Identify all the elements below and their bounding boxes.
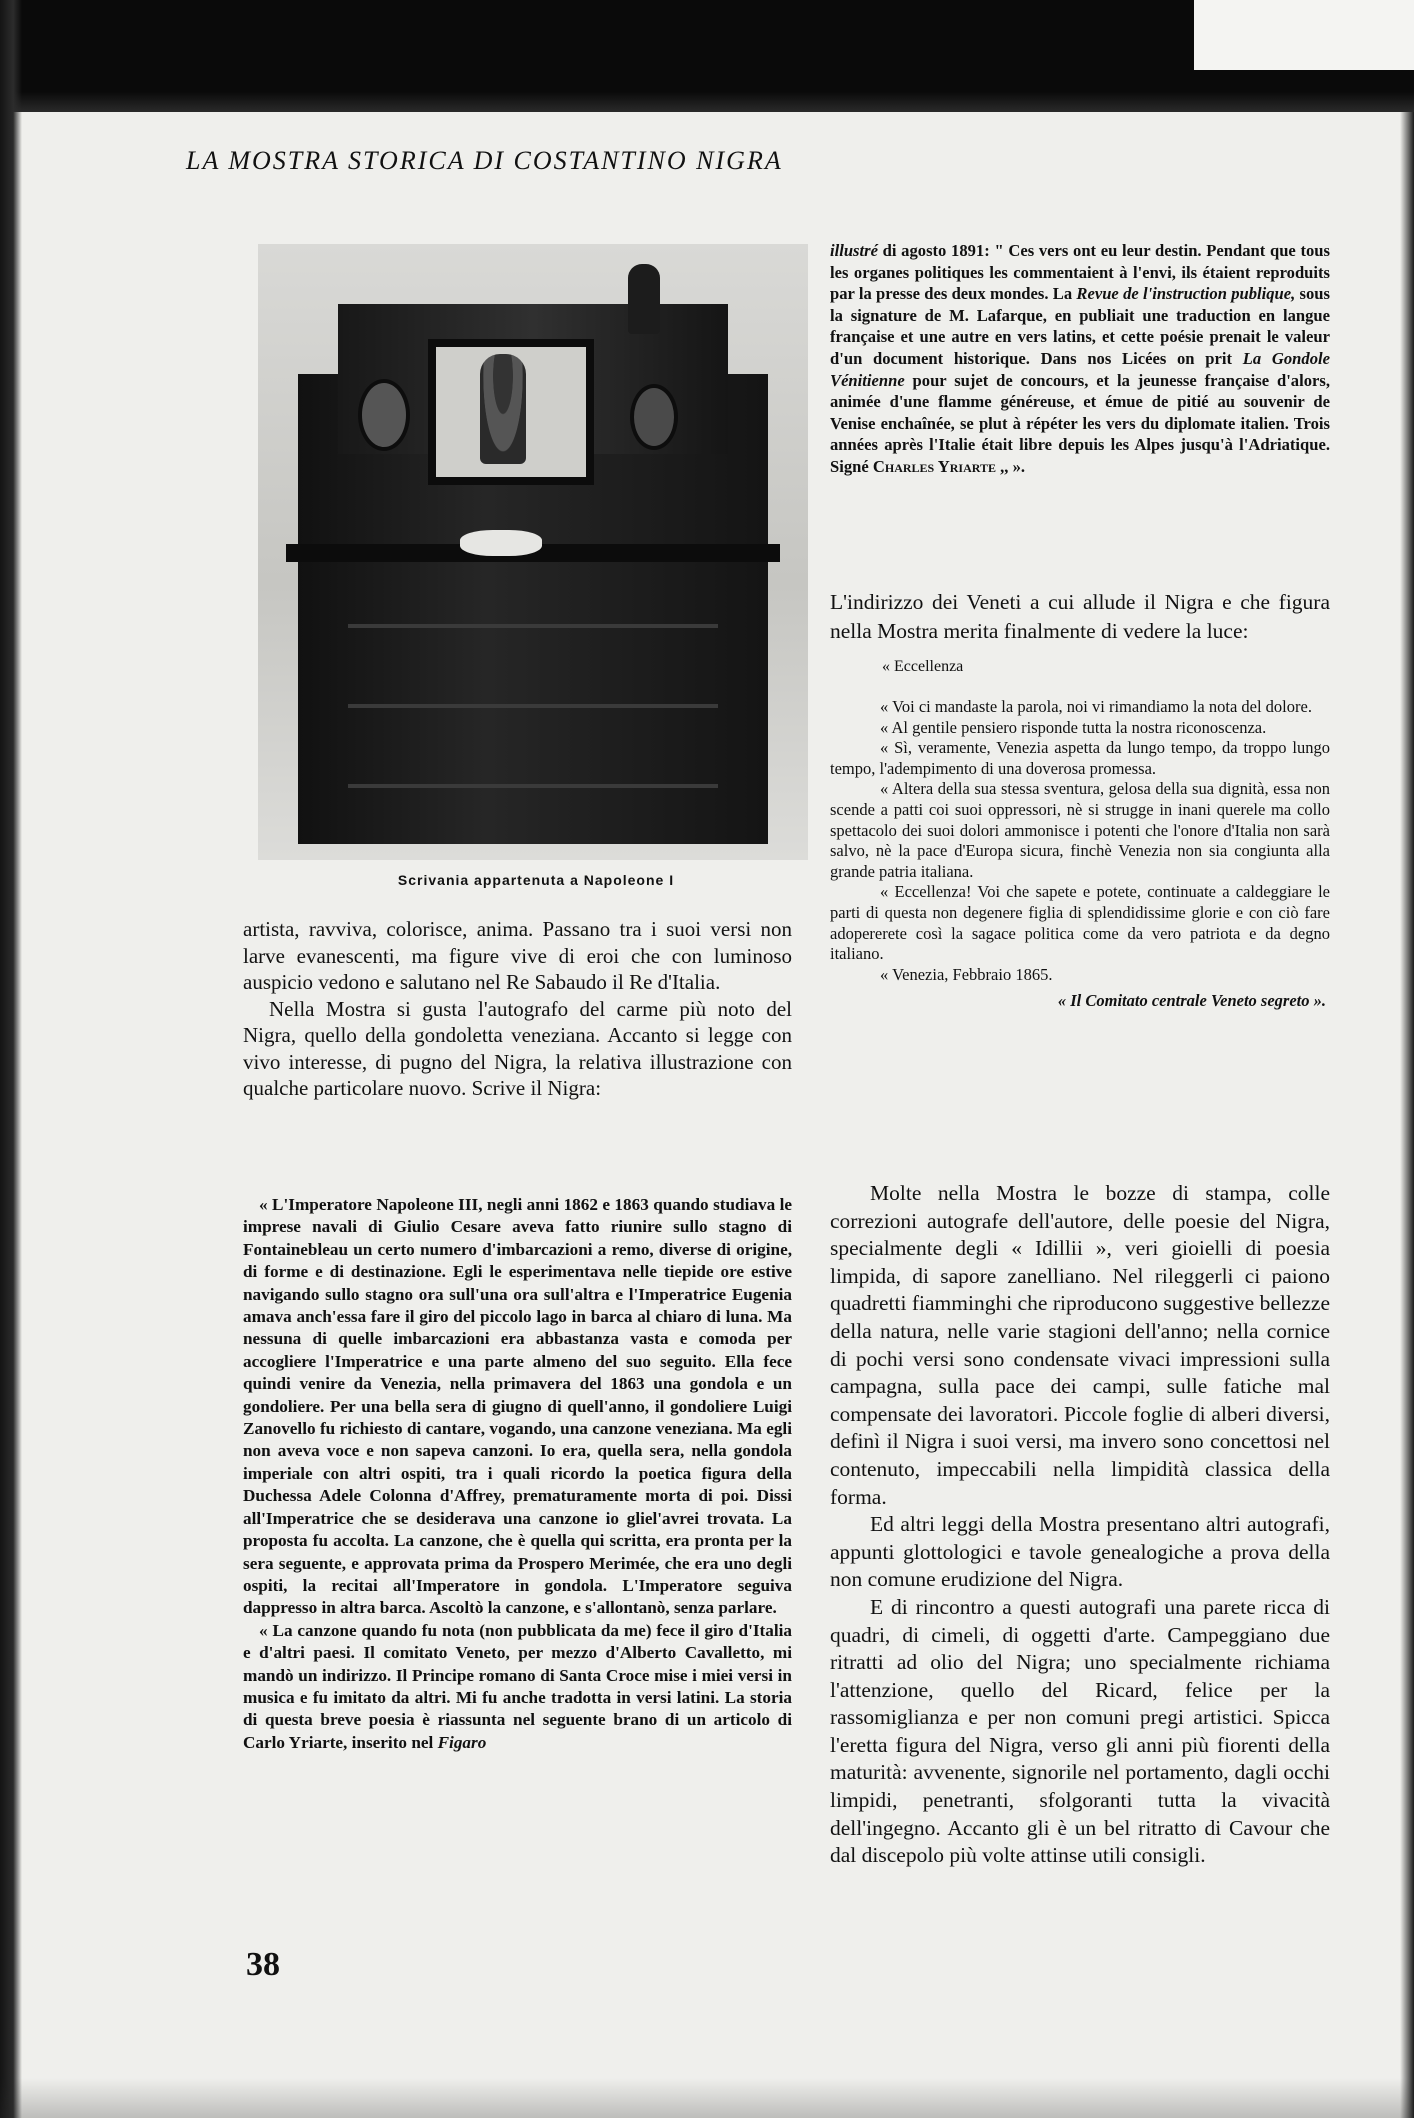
- body-paragraph: Molte nella Mostra le bozze di stampa, colle correzioni autografe dell'autore, delle poesie del Nigra, specialmente degli « Idillii », veri gioielli di poesia limpida, di sapore zanelliano. Nel rileggerli ci paiono quadretti fiamminghi che riproducono suggestive bellezze della natura, nelle varie stagioni dell'anno; nella cornice di pochi versi sono condensate vivaci impressioni sulla campagna, sulla pace dei campi, sulle fatiche mal compensate dei lavoratori. Piccole foglie di alberi diversi, definì il Nigra i suoi versi, ma invero sono concettosi nel contenuto, impeccabili nella limpidità classica della forma.: [830, 1181, 1330, 1509]
- address-paragraph: « Eccellenza! Voi che sapete e potete, continuate a caldeggiare le parti di questa non degenere figlia di splendidissime glorie e con ciò fare adopererete così la sagace politica come da vero patriota e da degno italiano.: [830, 882, 1330, 964]
- intro-paragraph: L'indirizzo dei Veneti a cui allude il Nigra e che figura nella Mostra merita finalmente di vedere la luce:: [830, 590, 1330, 643]
- french-lead: di agosto 1891: " Ces vers ont eu leur destin. Pendant que tous les organes politiques les commentaient à l'envi, ils étaient reproduits par la presse des deux mondes. La: [830, 241, 1330, 304]
- scan-bottom-shadow: [0, 2078, 1414, 2118]
- gondole-title: La Gondole Vénitienne: [830, 348, 1330, 390]
- photo-caption: Scrivania appartenuta a Napoleone I: [397, 872, 675, 888]
- scan-right-border: [1400, 112, 1414, 2118]
- address-paragraph: « Voi ci mandaste la parola, noi vi rimandiamo la nota del dolore.: [880, 697, 1312, 716]
- scan-notch: [1194, 0, 1414, 70]
- french-mid: sous la signature de M. Lafarque, en publiait une traduction en langue française et une autre en vers latins, et cette poésie prenait le valeur d'un document historique. Dans nos Licées on prit: [830, 284, 1330, 368]
- french-paragraph: [830, 240, 1330, 478]
- left-column-body: [243, 916, 792, 1102]
- french-rest: pour sujet de concours, et la jeunesse française d'alors, animée d'une flamme généreuse, et émue de pitié au souvenir de Venise enchaînée, se plut à répéter les vers du diplomate italien. Trois années après l'Italie était libre depuis les Alpes jusqu'à l'Adriatique. Signé: [830, 370, 1330, 476]
- yriarte-signature: Charles Yriarte: [872, 456, 996, 476]
- drawer-line: [348, 784, 718, 788]
- quote-paragraph: « L'Imperatore Napoleone III, negli anni 1862 e 1863 quando studiava le imprese navali di Giulio Cesare aveva fatto riunire sullo stagno di Fontainebleau un certo numero d'imbarcazioni a remo, diverse di origine, di forme e di destinazione. Egli le esperimentava nelle tiepide ore estive navigando sullo stagno ora sull'una ora sull'altra e l'Imperatrice Eugenia amava anch'essa fare il giro del piccolo lago in barca al chiaro di luna. Ma nessuna di quelle imbarcazioni era abbastanza vasta e comoda per accogliere l'Imperatrice e una parte almeno del suo seguito. Ella fece quindi venire da Venezia, nella primavera del 1863 una gondola e un gondoliere. Per una bella sera di giugno di quell'anno, il gondoliere Luigi Zanovello fu richiesto di cantare, vogando, una canzone veneziana. Ma egli non aveva voce e non sapeva canzoni. Io era, quella sera, nella gondola imperiale con altri ospiti, tra i quali ricordo la poetica figura della Duchessa Adele Colonna d'Affrey, prematuramente morta di poi. Dissi all'Imperatrice che se desiderava una canzone io gliel'avrei trovata. La proposta fu accolta. La canzone, che è quella qui scritta, era pronta per la sera seguente, e approvata prima da Prospero Merimée, che era uno degli ospiti, la recitai all'Imperatore in gondola. L'Imperatore seguiva dappresso in altra barca. Ascoltò la canzone, e s'allontanò, senza parlare.: [243, 1195, 792, 1618]
- figaro-title: Figaro: [437, 1732, 487, 1752]
- body-paragraph: E di rincontro a questi autografi una parete ricca di quadri, di cimeli, di oggetti d'arte. Campeggiano due ritratti ad olio del Nigra; uno specialmente richiama l'attenzione, quello del Ricard, felice per la rassomiglianza e per non comuni pregi artistici. Spicca l'eretta figura del Nigra, verso gli anni più fiorenti della maturità: avvenente, signorile nel portamento, dagli occhi limpidi, penetranti, sfolgoranti tutta la vivacità dell'ingegno. Accanto gli è un bel ritratto di Cavour che dal discepolo più volte attinse utili consigli.: [830, 1594, 1330, 1868]
- statuette: [628, 264, 660, 334]
- portrait-figure: [480, 354, 526, 464]
- desk-photograph: [258, 244, 808, 860]
- drawer-line: [348, 624, 718, 628]
- page-number: 38: [246, 1946, 280, 1983]
- illustre-word: illustré: [830, 241, 878, 260]
- address-date: « Venezia, Febbraio 1865.: [880, 964, 1053, 984]
- desk-object: [460, 530, 542, 556]
- oval-portrait-left: [358, 379, 410, 451]
- veneti-address: [830, 697, 1330, 1012]
- oval-portrait-right: [630, 384, 678, 450]
- body-paragraph: Nella Mostra si gusta l'autografo del carme più noto del Nigra, quello della gondoletta veneziana. Accanto si legge con vivo interesse, di pugno del Nigra, la relativa illustrazione con qualche particolare nuovo. Scrive il Nigra:: [243, 996, 792, 1100]
- address-paragraph: « Al gentile pensiero risponde tutta la nostra riconoscenza.: [880, 717, 1267, 737]
- right-column-body: [830, 1180, 1330, 1870]
- french-close: ,, ».: [996, 456, 1026, 476]
- address-intro: [830, 588, 1330, 646]
- body-paragraph: Ed altri leggi della Mostra presentano altri autografi, appunti glottologici e tavole genealogiche a prova della non comune erudizione del Nigra.: [830, 1512, 1330, 1592]
- drawer-line: [348, 704, 718, 708]
- address-salutation: « Eccellenza: [882, 658, 964, 675]
- scan-top-border: [0, 0, 1414, 112]
- quote-paragraph: [243, 1620, 792, 1754]
- revue-title: Revue de l'instruction publique,: [1076, 284, 1296, 304]
- address-signature: « Il Comitato centrale Veneto segreto ».: [1057, 991, 1326, 1011]
- body-paragraph: artista, ravviva, colorisce, anima. Passano tra i suoi versi non larve evanescenti, ma figure vive di eroi che con luminoso auspicio vedono e salutano nel Re Sabaudo il Re d'Italia.: [243, 917, 792, 994]
- running-head: LA MOSTRA STORICA DI COSTANTINO NIGRA: [186, 146, 783, 175]
- scan-left-border: [0, 0, 22, 2118]
- quote-text: « La canzone quando fu nota (non pubblicata da me) fece il giro d'Italia e d'altri paesi. Il comitato Veneto, per mezzo d'Alberto Cavalletto, mi mandò un indirizzo. Il Principe romano di Santa Croce mise i miei versi in musica e fu imitato da altri. Mi fu anche tradotta in versi latini. La storia di questa breve poesia è riassunta nel seguente brano di un articolo di Carlo Yriarte, inserito nel: [243, 1620, 792, 1752]
- yriarte-excerpt: [830, 240, 1330, 478]
- address-paragraph: « Altera della sua stessa sventura, gelosa della sua dignità, essa non scende a patti coi suoi oppressori, nè si strugge in inani querele ma collo spettacolo dei suoi dolori ammonisce i potenti che l'onore d'Italia non sarà salvo, nè la pace d'Europa sicura, finchè Venezia non sia congiunta alla grande patria italiana.: [830, 779, 1330, 881]
- nigra-quotation: [243, 1194, 792, 1754]
- address-paragraph: « Sì, veramente, Venezia aspetta da lungo tempo, da troppo lungo tempo, l'adempimento di una doverosa promessa.: [830, 738, 1330, 778]
